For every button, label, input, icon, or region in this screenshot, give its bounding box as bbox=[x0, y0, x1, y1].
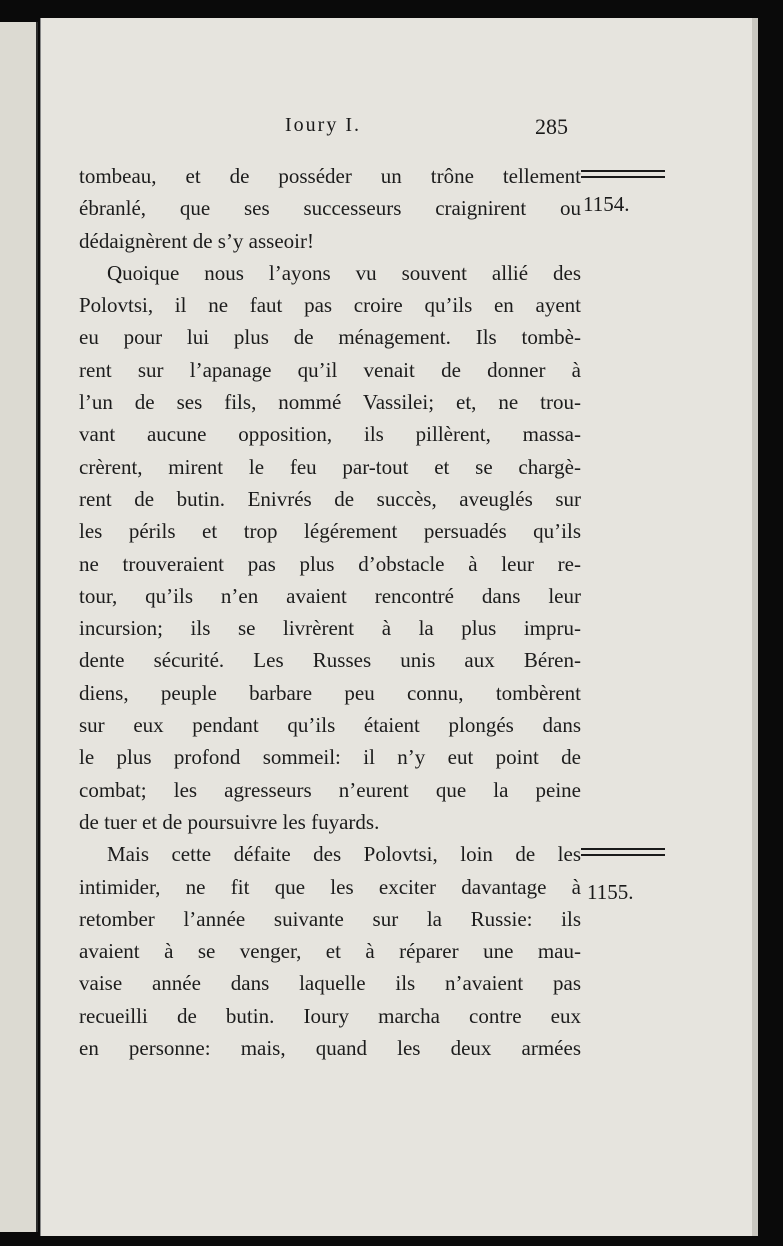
margin-year-1155: 1155. bbox=[587, 880, 634, 904]
text-line: les périls et trop légérement persuadés qu’ils bbox=[79, 519, 581, 544]
text-line: retomber l’année suivante sur la Russie: ils bbox=[79, 906, 581, 931]
paragraph-start-line: Quoique nous l’ayons vu souvent allié des bbox=[107, 260, 581, 285]
text-line: incursion; ils se livrèrent à la plus impru- bbox=[79, 616, 581, 641]
text-line: l’un de ses fils, nommé Vassilei; et, ne trou- bbox=[79, 390, 581, 415]
text-line: intimider, ne fit que les exciter davantage à bbox=[79, 874, 581, 899]
text-line: rent sur l’apanage qu’il venait de donner à bbox=[79, 357, 581, 382]
text-line: le plus profond sommeil: il n’y eut point de bbox=[79, 745, 581, 770]
text-line: de tuer et de poursuivre les fuyards. bbox=[79, 809, 380, 834]
page-header bbox=[41, 114, 753, 144]
margin-rule-1154 bbox=[581, 170, 665, 178]
text-line: ne trouveraient pas plus d’obstacle à leur re- bbox=[79, 551, 581, 576]
text-line: ébranlé, que ses successeurs craignirent ou bbox=[79, 196, 581, 221]
text-line: vant aucune opposition, ils pillèrent, massa- bbox=[79, 422, 581, 447]
book-page bbox=[40, 18, 753, 1236]
running-title: Ioury I. bbox=[285, 114, 361, 136]
text-line: recueilli de butin. Ioury marcha contre eux bbox=[79, 1003, 581, 1028]
text-line: tombeau, et de posséder un trône tellement bbox=[79, 164, 581, 188]
text-line: vaise année dans laquelle ils n’avaient pas bbox=[79, 971, 581, 996]
previous-page-edge bbox=[0, 22, 38, 1232]
text-line: Polovtsi, il ne faut pas croire qu’ils en ayent bbox=[79, 293, 581, 318]
text-line: tour, qu’ils n’en avaient rencontré dans leur bbox=[79, 583, 581, 608]
text-line: en personne: mais, quand les deux armées bbox=[79, 1036, 581, 1061]
text-line: dente sécurité. Les Russes unis aux Béren- bbox=[79, 648, 581, 673]
text-line: eu pour lui plus de ménagement. Ils tombè- bbox=[79, 325, 581, 350]
body-text bbox=[79, 160, 581, 1064]
text-line: rent de butin. Enivrés de succès, aveuglés sur bbox=[79, 486, 581, 511]
paragraph-start-line: Mais cette défaite des Polovtsi, loin de les bbox=[107, 842, 581, 867]
text-line: crèrent, mirent le feu par-tout et se chargè- bbox=[79, 454, 581, 479]
text-line: combat; les agresseurs n’eurent que la peine bbox=[79, 777, 581, 802]
page-number: 285 bbox=[535, 114, 568, 139]
text-line: dédaignèrent de s’y asseoir! bbox=[79, 228, 314, 253]
text-line: avaient à se venger, et à réparer une mau- bbox=[79, 939, 581, 964]
margin-year-1154: 1154. bbox=[583, 192, 630, 216]
page-edge bbox=[752, 18, 758, 1236]
margin-rule-1155 bbox=[581, 848, 665, 856]
text-line: sur eux pendant qu’ils étaient plongés dans bbox=[79, 713, 581, 738]
text-line: diens, peuple barbare peu connu, tombèrent bbox=[79, 680, 581, 705]
